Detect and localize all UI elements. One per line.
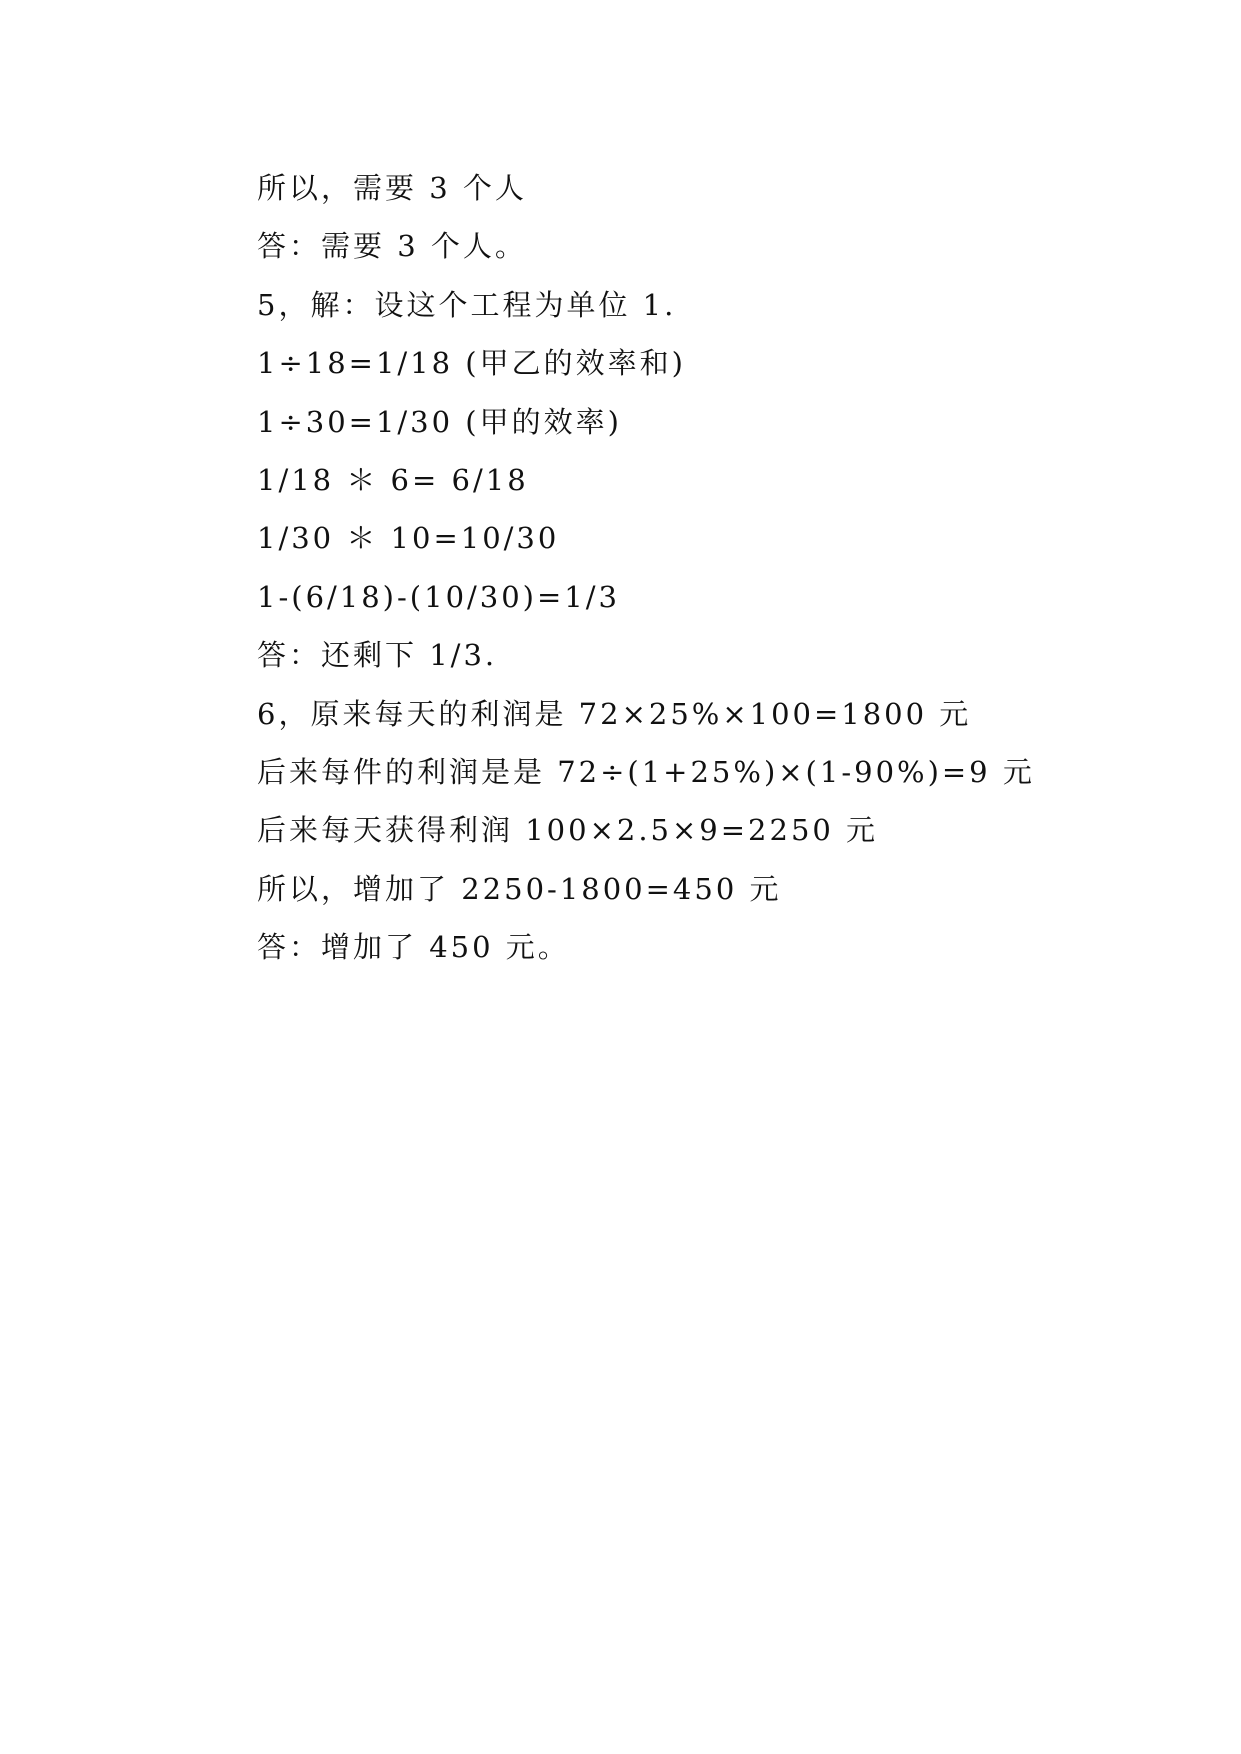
text-line: 1÷18=1/18 (甲乙的效率和) xyxy=(257,346,686,381)
text-line: 1/30 ＊ 10=10/30 xyxy=(257,521,560,556)
text-line: 后来每天获得利润 100×2.5×9=2250 元 xyxy=(257,813,879,848)
text-line: 1-(6/18)-(10/30)=1/3 xyxy=(257,579,620,614)
text-line: 后来每件的利润是是 72÷(1+25%)×(1-90%)=9 元 xyxy=(257,754,1035,789)
text-line: 答：还剩下 1/3. xyxy=(257,638,498,673)
answer-text-block xyxy=(257,159,1157,976)
text-line: 所以，增加了 2250-1800=450 元 xyxy=(257,871,782,906)
text-line: 答：增加了 450 元。 xyxy=(257,930,570,965)
text-line: 1÷30=1/30 (甲的效率) xyxy=(257,404,622,439)
text-line: 5，解：设这个工程为单位 1. xyxy=(257,287,677,322)
text-line: 1/18 ＊ 6= 6/18 xyxy=(257,462,529,497)
text-line: 6，原来每天的利润是 72×25%×100=1800 元 xyxy=(257,696,972,731)
text-line: 所以，需要 3 个人 xyxy=(257,171,527,205)
text-line: 答：需要 3 个人。 xyxy=(257,229,527,264)
